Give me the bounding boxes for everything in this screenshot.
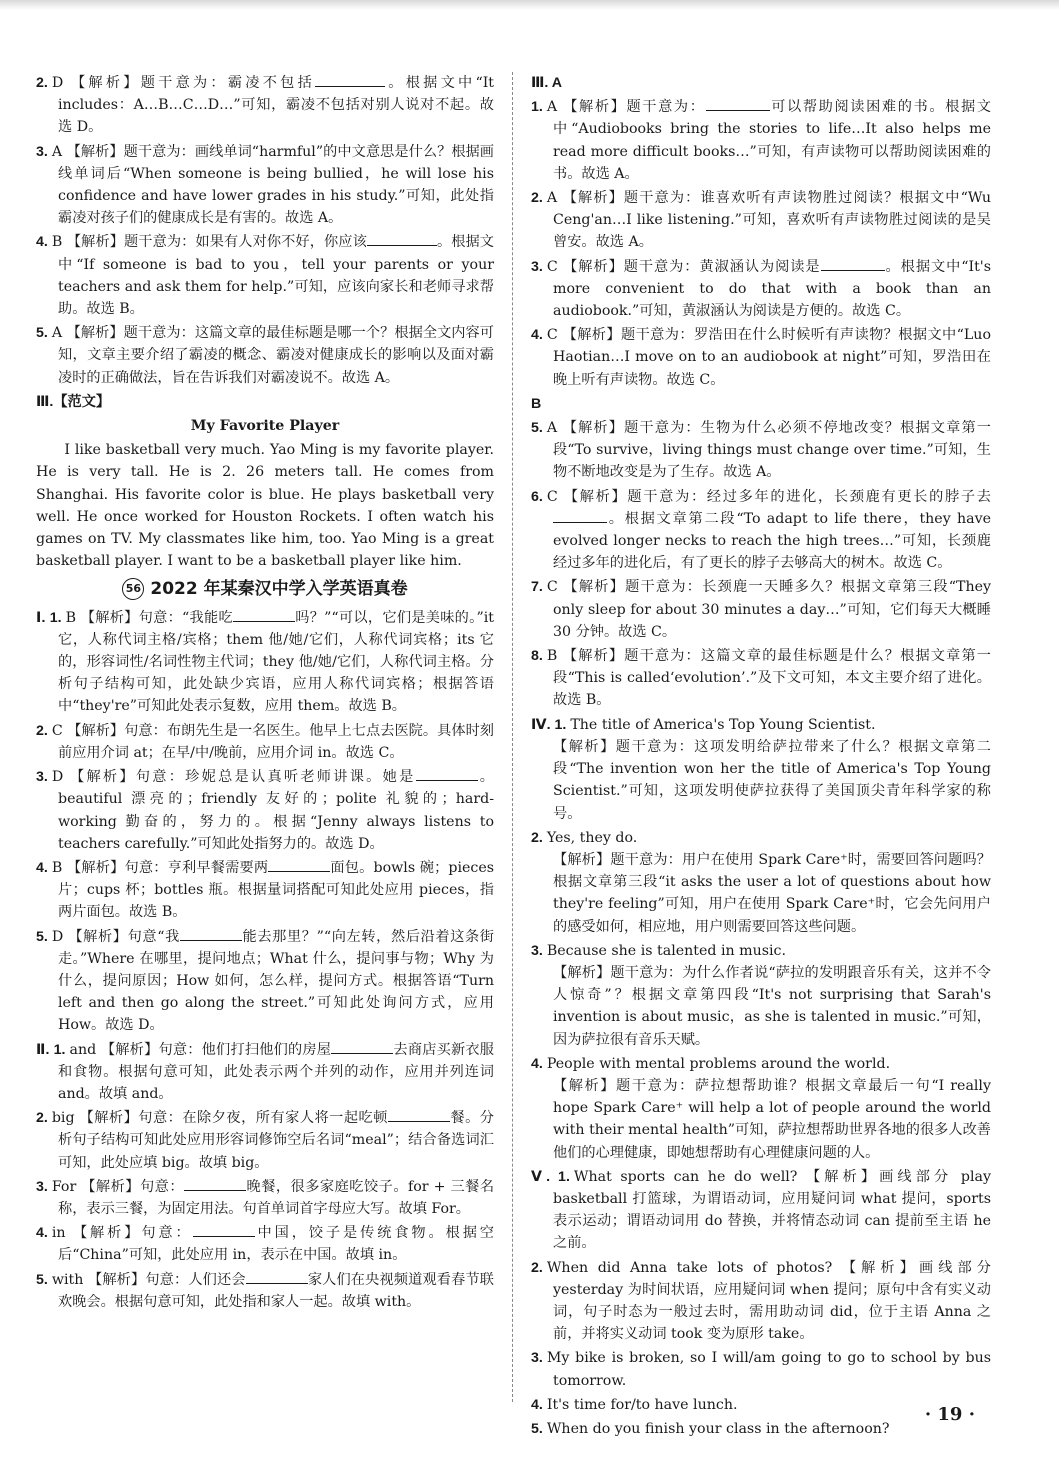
section-3b-answers — [531, 417, 991, 712]
answer-item — [531, 940, 991, 1051]
item-text: When did Anna take lots of photos? 【解析】画线部分 yesterday 为时间状语，应用疑问词 when 提问；原句中含有实义动词，句子时态为一般过去时，需用助动词 did，位于主语 Anna 之前，并将实义动词 took 变为原形 take。 — [546, 1259, 991, 1343]
item-text: with 【解析】句意：人们还会 — [51, 1271, 246, 1288]
item-text-continued: 吗？”“可以，它们是美味的。”it 它，人称代词主格/宾格；them 他/她/它们，人称代词宾格；its 它的，形容词性/名词性物主代词；they 他/她/它们，人称代词主格。分析句子结构可知，此处缺少宾语，应用人称代词宾格；根据答语中“they're”可知此处表示复数，应用 them。故选 B。 — [58, 609, 495, 715]
left-column — [36, 72, 494, 1315]
item-number: 2. — [36, 722, 48, 739]
item-number: 5. — [531, 1420, 543, 1437]
item-number: 3. — [36, 769, 48, 786]
item-number: Ⅰ. 1. — [36, 609, 62, 626]
essay-body — [36, 439, 494, 572]
answer-item — [36, 322, 494, 389]
item-number: Ⅳ. 1. — [531, 716, 567, 733]
item-text-continued: 。根据文中“It's more convenient to do that with a book than an audiobook.”可知，黄淑涵认为阅读是方便的。故选 C。 — [553, 258, 991, 320]
fill-in-blank — [416, 766, 478, 781]
item-text-continued: 。根据文中“It includes：A…B…C…D…”可知，霸凌不包括对别人说对不起。故选 D。 — [58, 75, 494, 136]
item-number: 3. — [531, 1350, 543, 1367]
answer-item — [36, 1176, 494, 1220]
section-3a-answers — [531, 96, 991, 391]
item-text: C 【解析】题干意为：长颈鹿一天睡多久？根据文章第三段“They only sleep for about 30 minutes a day…”可知，它们每天大概睡 30 分钟。故选 C。 — [546, 579, 991, 640]
item-text: My bike is broken, so I will/am going to go to school by bus tomorrow. — [546, 1350, 991, 1389]
item-text: A 【解析】题干意为：谁喜欢听有声读物胜过阅读？根据文中“Wu Ceng'an…I like listening.”可知，喜欢听有声读物胜过阅读的是吴曾安。故选 A。 — [546, 190, 991, 251]
answer-item — [36, 720, 494, 764]
item-text: big 【解析】句意：在除夕夜，所有家人将一起吃顿 — [51, 1110, 388, 1127]
section-4-answers — [531, 714, 991, 1164]
answer-list-top — [36, 72, 494, 389]
item-number: 1. — [531, 99, 543, 116]
item-text: A 【解析】题干意为：这篇文章的最佳标题是哪一个？根据全文内容可知，文章主要介绍了霸凌的概念、霸凌对健康成长的影响以及面对霸凌时的正确做法，旨在告诉我们对霸凌说不。故选 A。 — [51, 325, 494, 386]
page-number: · 19 · — [924, 1404, 975, 1425]
item-answer: Because she is talented in music. — [546, 942, 787, 959]
item-number: 4. — [531, 1396, 543, 1413]
item-number: 3. — [531, 942, 543, 959]
fill-in-blank — [268, 857, 330, 872]
item-number: 5. — [531, 420, 543, 437]
item-text: When do you finish your class in the afternoon? — [546, 1420, 890, 1437]
exam-number-badge: 56 — [122, 578, 144, 600]
item-text: It's time for/to have lunch. — [546, 1396, 738, 1413]
answer-item — [531, 1418, 991, 1440]
answer-item — [36, 231, 494, 320]
item-answer: People with mental problems around the world. — [546, 1055, 891, 1072]
answer-item — [531, 187, 991, 254]
answer-item — [531, 645, 991, 712]
item-text: B 【解析】题干意为：这篇文章的最佳标题是什么？根据文章第一段“This is called‘evolution’.”及下文可知，本文主要介绍了进化。故选 B。 — [546, 648, 991, 709]
fill-in-blank — [821, 256, 885, 271]
section-5-answers — [531, 1166, 991, 1440]
item-number: 3. — [531, 258, 543, 275]
item-number: Ⅴ. 1. — [531, 1168, 570, 1185]
item-number: 3. — [36, 143, 48, 160]
answer-item — [36, 1269, 494, 1313]
answer-item — [531, 1347, 991, 1391]
item-text: D 【解析】题干意为：霸凌不包括 — [51, 75, 316, 91]
item-number: 4. — [531, 1055, 543, 1072]
answer-item — [36, 607, 494, 718]
answer-item — [36, 857, 494, 924]
fill-in-blank — [706, 96, 770, 111]
item-text-continued: 能去那里？”“向左转，然后沿着这条街走。”Where 在哪里，提问地点；What 什么，提问事与物；Why 为什么，提问原因；How 如何，怎么样，提问方式。根据答语“Turn left and then go along the street.”可知此处询问方式，应用 How。故选 D。 — [58, 928, 494, 1034]
fill-in-blank — [184, 1176, 246, 1191]
section-3b-heading: B — [531, 395, 542, 412]
fill-in-blank — [331, 1039, 393, 1054]
fill-in-blank — [553, 508, 607, 523]
answer-item — [36, 1107, 494, 1174]
answer-item — [531, 1166, 991, 1255]
answer-item — [531, 714, 991, 825]
fill-in-blank — [367, 231, 437, 246]
item-text: C 【解析】句意：布朗先生是一名医生。他早上七点去医院。具体时刻前应用介词 at；在早/中/晚前，应用介词 in。故选 C。 — [51, 722, 494, 761]
section-1-answers — [36, 607, 494, 1037]
fill-in-blank — [315, 72, 385, 87]
item-text: What sports can he do well? 【解析】画线部分 play basketball 打篮球，为谓语动词，应用疑问词 what 提问，sports 表示运动；谓语动词用 do 替换，并将情态动词 can 提前至主语 he 之前。 — [553, 1168, 991, 1252]
item-text: D 【解析】句意“我 — [51, 928, 180, 945]
answer-item — [36, 926, 494, 1037]
item-text-continued: 可以帮助阅读困难的书。根据文中“Audiobooks bring the stories to life…It also helps me read more difficult books…”可知，有声读物可以帮助阅读困难的书。故选 A。 — [553, 99, 991, 182]
item-number: 2. — [531, 1259, 543, 1276]
answer-item — [36, 1222, 494, 1266]
fill-in-blank — [180, 926, 242, 941]
answer-item — [36, 72, 494, 139]
section-3-heading: Ⅲ. A — [531, 75, 563, 91]
answer-item — [531, 1257, 991, 1346]
item-number: 4. — [36, 1225, 48, 1242]
item-text: D 【解析】句意：珍妮总是认真听老师讲课。她是 — [51, 769, 416, 786]
item-text-continued: 。beautiful 漂亮的；friendly 友好的；polite 礼貌的；hard-working 勤奋的，努力的。根据“Jenny always listens to teachers carefully.”可知此处指努力的。故选 D。 — [58, 769, 494, 852]
answer-item — [531, 256, 991, 323]
fill-in-blank — [388, 1107, 450, 1122]
item-number: 2. — [36, 1110, 48, 1127]
exam-title — [36, 578, 494, 600]
item-text: and 【解析】句意：他们打扫他们的房屋 — [69, 1041, 332, 1058]
item-text: in 【解析】句意： — [51, 1225, 193, 1242]
answer-item — [531, 576, 991, 643]
answer-item — [36, 141, 494, 230]
right-column — [531, 72, 991, 1442]
item-number: 5. — [36, 1271, 48, 1288]
fill-in-blank — [193, 1222, 255, 1237]
item-text: B 【解析】句意：“我能吃 — [65, 609, 233, 626]
answer-item — [531, 1053, 991, 1164]
essay-text: I like basketball very much. Yao Ming is my favorite player. He is very tall. He is 2. 26 meters tall. He comes from Shanghai. His favorite color is blue. He plays basketball very well. He once worked for Houston Rockets. I often watch his games on TV. My classmates like him, too. Yao Ming is a great basketball player. I want to be a basketball player like him. — [36, 442, 494, 570]
item-number: 6. — [531, 488, 543, 505]
item-answer: Yes, they do. — [546, 829, 638, 846]
answer-item — [531, 827, 991, 938]
item-text: B 【解析】题干意为：如果有人对你不好，你应该 — [51, 234, 367, 251]
item-analysis: 【解析】题干意为：用户在使用 Spark Care⁺时，需要回答问题吗？根据文章第三段“it asks the user a lot of questions about how they're feeling”可知，用户在使用 Spark Care⁺时，它会先问用户的感受如何，相应地，用户则需要回答这些问题。 — [553, 851, 991, 935]
item-number: 4. — [531, 327, 543, 344]
item-number: 5. — [36, 325, 48, 342]
answer-item — [531, 1394, 991, 1416]
item-text-continued: 。根据文章第二段“To adapt to life there，they have evolved longer necks to reach the high trees…”可知，长颈鹿经过多年的进化后，有了更长的脖子去够高大的树木。故选 C。 — [553, 510, 991, 572]
item-text: For 【解析】句意： — [51, 1178, 185, 1195]
answer-item — [531, 417, 991, 484]
item-text-continued: 。根据文中“If someone is bad to you，tell your parents or your teachers and ask them for help.”可知，应该向家长和老师寻求帮助。故选 B。 — [58, 234, 494, 318]
answer-item — [36, 766, 494, 855]
item-analysis: 【解析】题干意为：为什么作者说“萨拉的发明跟音乐有关，这并不令人惊奇”？根据文章第四段“It's not surprising that Sarah's invention is about music，as she is talented in music.”可知，因为萨拉很有音乐天赋。 — [553, 964, 991, 1048]
exam-title-text: 2022 年某秦汉中学入学英语真卷 — [150, 579, 408, 600]
answer-item — [531, 486, 991, 575]
item-number: Ⅱ. 1. — [36, 1041, 66, 1058]
item-answer: The title of America's Top Young Scientist. — [570, 716, 876, 733]
item-number: 4. — [36, 234, 48, 251]
item-text: C 【解析】题干意为：罗浩田在什么时候听有声读物？根据文中“Luo Haotian…I move on to an audiobook at night”可知，罗浩田在晚上听有声读物。故选 C。 — [546, 327, 991, 388]
item-text-continued: 餐。分析句子结构可知此处应用形容词修饰空后名词“meal”；结合备选词汇可知，此处应填 big。故填 big。 — [58, 1110, 494, 1171]
item-text-continued: 中国，饺子是传统食物。根据空后“China”可知，此处应用 in，表示在中国。故填 in。 — [58, 1225, 494, 1264]
item-number: 5. — [36, 928, 48, 945]
item-number: 3. — [36, 1178, 48, 1195]
item-number: 2. — [36, 75, 48, 91]
item-analysis: 【解析】题干意为：萨拉想帮助谁？根据文章最后一句“I really hope Spark Care⁺ will help a lot of people around the world with their mental health”可知，萨拉想帮助世界各地的很多人改善他们的心理健康，即她想帮助有心理健康问题的人。 — [553, 1077, 991, 1161]
item-text-continued: 去商店买新衣服和食物。根据句意可知，此处表示两个并列的动作，应用并列连词 and。故填 and。 — [58, 1041, 494, 1102]
column-divider — [512, 72, 513, 1402]
item-number: 8. — [531, 648, 543, 665]
item-text: A 【解析】题干意为：画线单词“harmful”的中文意思是什么？根据画线单词后“When someone is being bullied，he will lose his confidence and have lower grades in his study.”可知，此处指霸凌对孩子们的健康成长是有害的。故选 A。 — [51, 143, 494, 227]
item-text-continued: 家人们在央视频道观看春节联欢晚会。根据句意可知，此处指和家人一起。故填 with。 — [58, 1271, 494, 1310]
essay-heading: Ⅲ.【范文】 — [36, 393, 111, 410]
item-text: B 【解析】句意：亨利早餐需要两 — [51, 859, 269, 876]
item-text: C 【解析】题干意为：黄淑涵认为阅读是 — [546, 258, 821, 275]
fill-in-blank — [233, 607, 295, 622]
fill-in-blank — [246, 1269, 308, 1284]
item-text-continued: 晚餐，很多家庭吃饺子。for + 三餐名称，表示三餐，为固定用法。句首单词首字母应大写。故填 For。 — [58, 1178, 495, 1217]
item-number: 2. — [531, 829, 543, 846]
item-number: 4. — [36, 859, 48, 876]
essay-title: My Favorite Player — [190, 418, 340, 435]
item-number: 2. — [531, 190, 543, 207]
item-text: A 【解析】题干意为：生物为什么必须不停地改变？根据文章第一段“To survive，living things must change over time.”可知，生物不断地改变是为了生存。故选 A。 — [546, 420, 991, 481]
answer-item — [36, 1039, 494, 1106]
item-analysis: 【解析】题干意为：这项发明给萨拉带来了什么？根据文章第二段“The invention won her the title of America's Top Young Scientist.”可知，这项发明使萨拉获得了美国顶尖青年科学家的称号。 — [553, 738, 991, 822]
answer-item — [531, 96, 991, 185]
page-top-shadow — [0, 0, 1059, 10]
item-text-continued: 面包。bowls 碗；pieces 片；cups 杯；bottles 瓶。根据量词搭配可知此处应用 pieces，指两片面包。故选 B。 — [58, 859, 495, 921]
item-number: 7. — [531, 579, 543, 596]
item-text: C 【解析】题干意为：经过多年的进化，长颈鹿有更长的脖子去 — [546, 488, 991, 505]
answer-item — [531, 324, 991, 391]
section-2-answers — [36, 1039, 494, 1313]
item-text: A 【解析】题干意为： — [546, 99, 706, 116]
